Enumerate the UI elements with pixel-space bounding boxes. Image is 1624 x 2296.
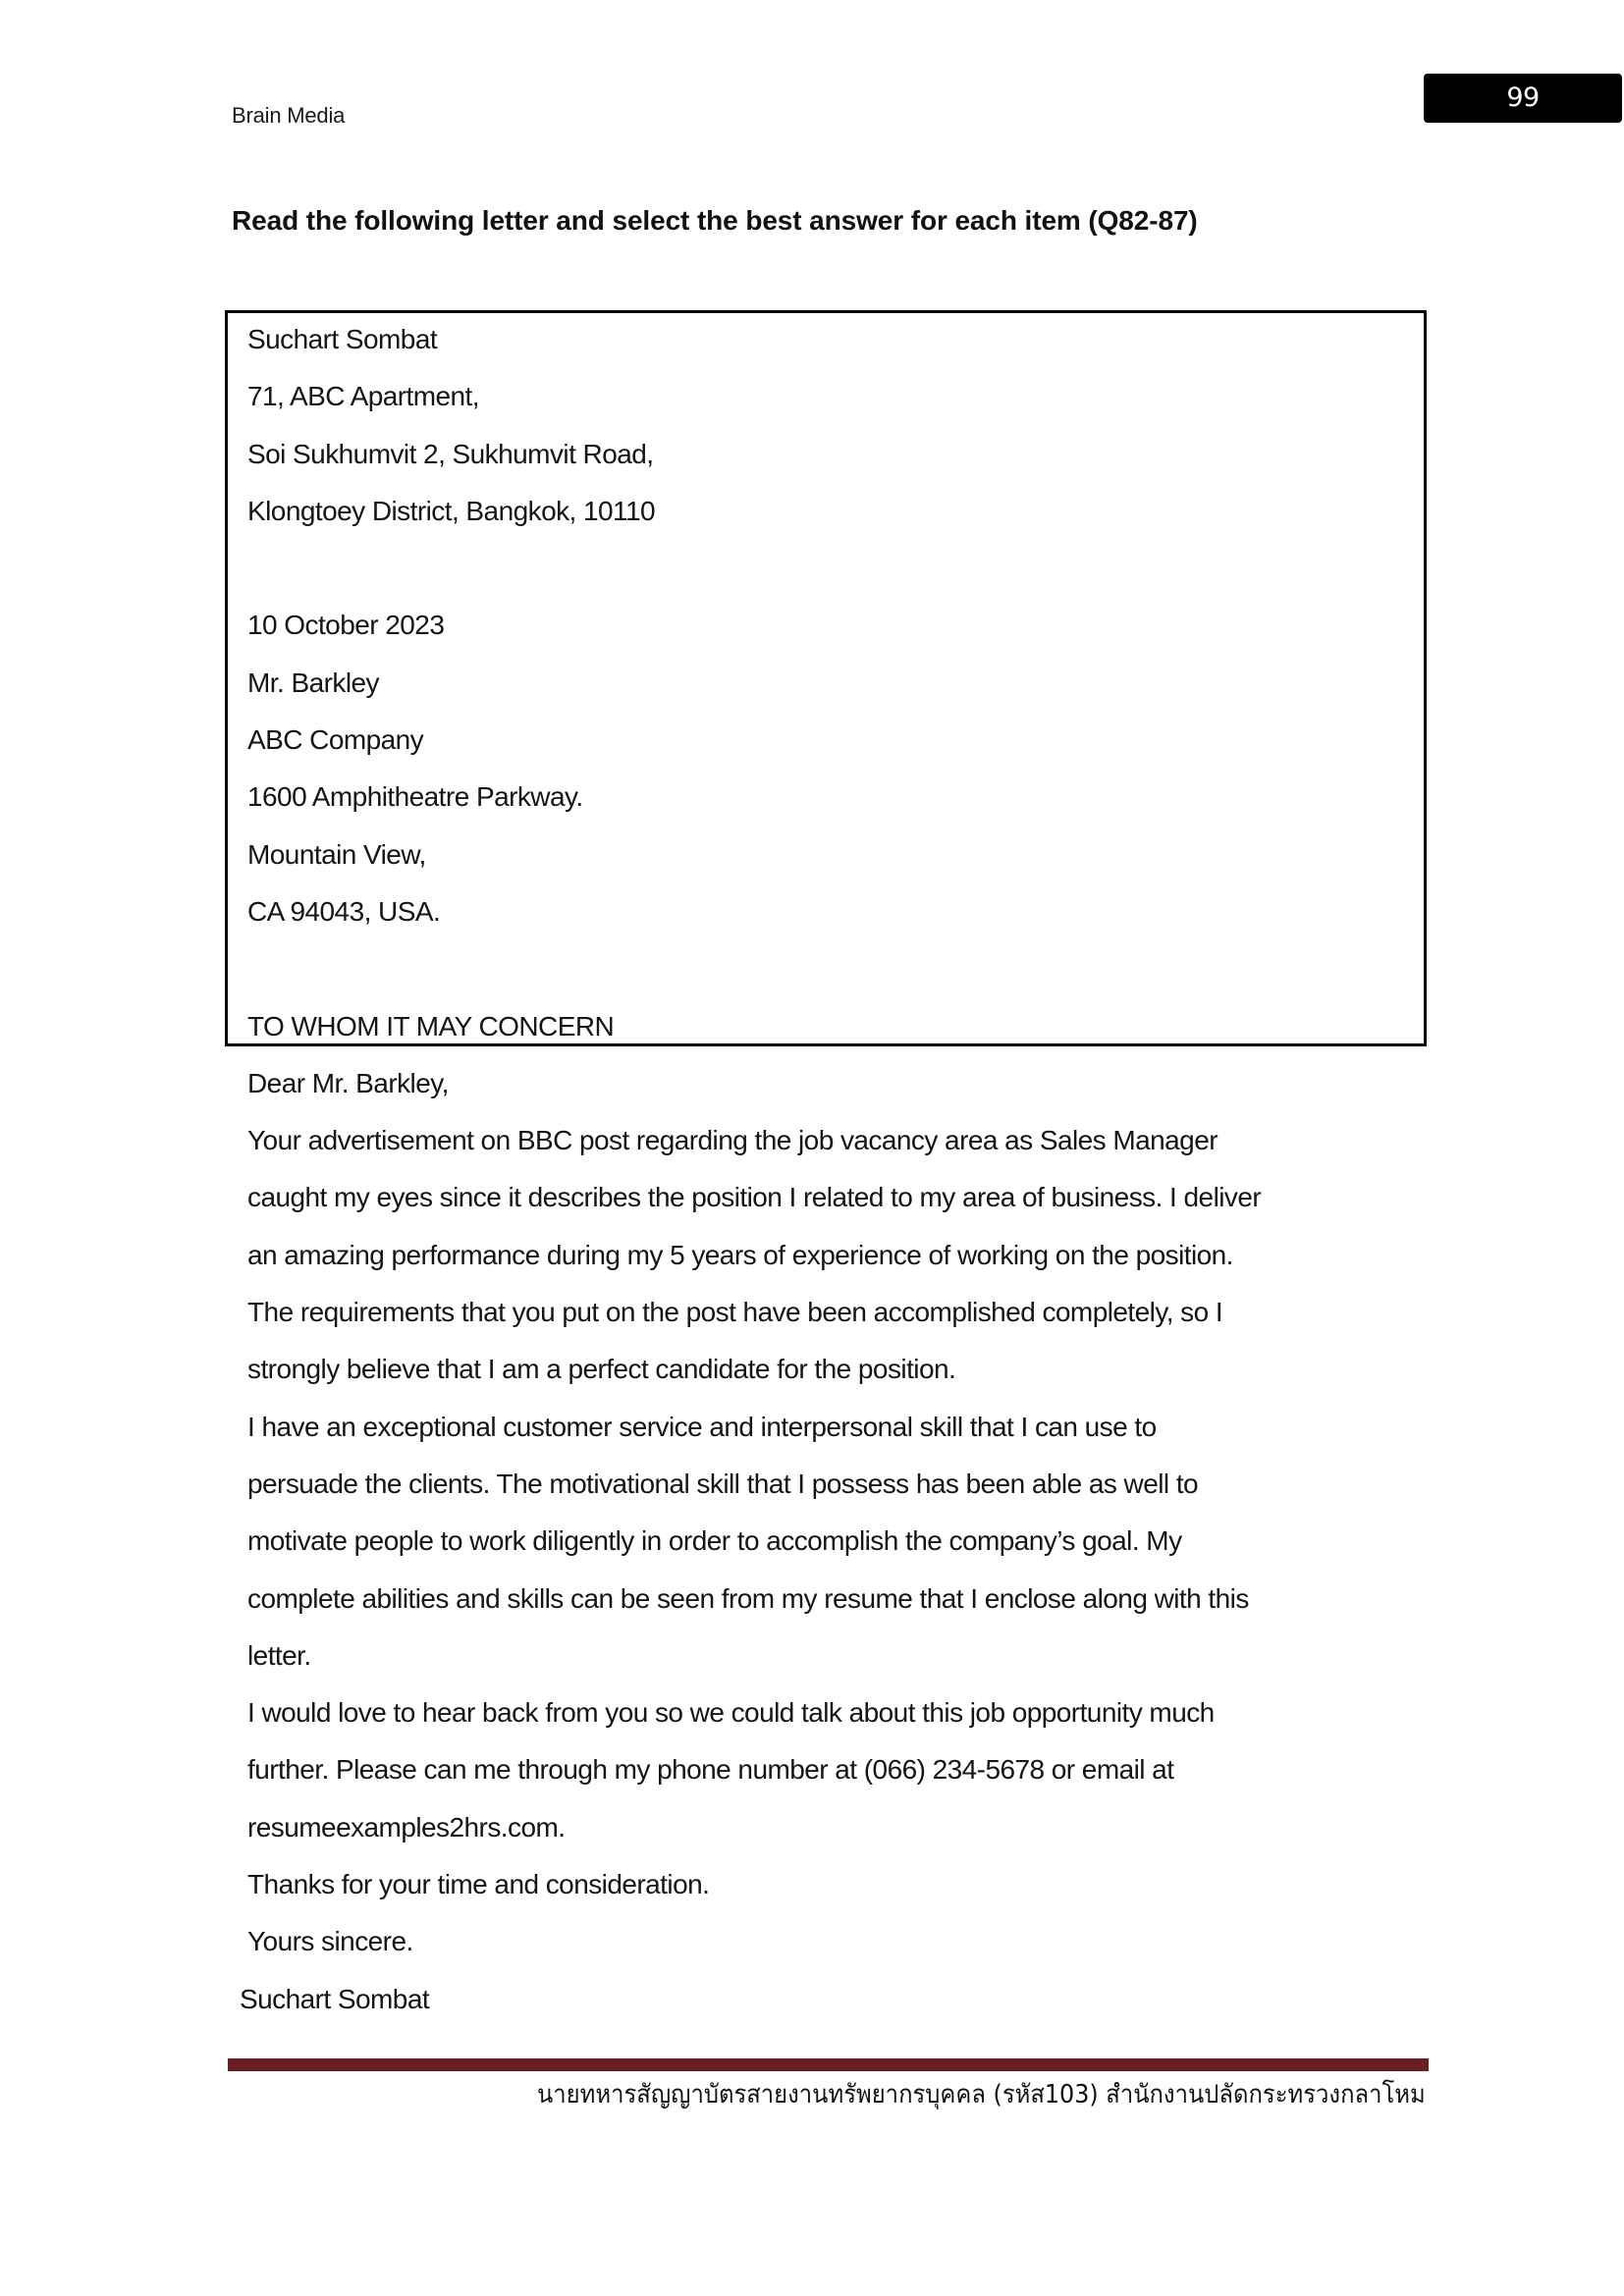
recipient-address-line: CA 94043, USA. (247, 895, 441, 927)
thanks-line: Thanks for your time and consideration. (247, 1869, 710, 1900)
sender-address-line: Soi Sukhumvit 2, Sukhumvit Road, (247, 438, 654, 469)
paragraph-2-line: motivate people to work diligently in order to accomplish the company’s goal. My (247, 1525, 1182, 1557)
paragraph-2-line: letter. (247, 1639, 311, 1671)
attention-line: TO WHOM IT MAY CONCERN (247, 1010, 615, 1041)
question-instructions: Read the following letter and select the best answer for each item (Q82-87) (232, 205, 1198, 236)
sender-name: Suchart Sombat (247, 324, 438, 354)
recipient-company: ABC Company (247, 724, 424, 756)
recipient-address-line: 1600 Amphitheatre Parkway. (247, 781, 583, 813)
publisher-name: Brain Media (232, 103, 346, 128)
footer-caption: นายทหารสัญญาบัตรสายงานทรัพยากรบุคคล (รหัส103) สำนักงานปลัดกระทรวงกลาโหม (537, 2080, 1426, 2109)
sender-address-line: Klongtoey District, Bangkok, 10110 (247, 495, 656, 526)
paragraph-2-line: complete abilities and skills can be seen from my resume that I enclose along with this (247, 1582, 1249, 1614)
paragraph-2-line: I have an exceptional customer service and interpersonal skill that I can use to (247, 1411, 1157, 1442)
paragraph-1-line: The requirements that you put on the post have been accomplished completely, so I (247, 1297, 1223, 1328)
closing-line: Yours sincere. (247, 1926, 413, 1957)
sender-address-line: 71, ABC Apartment, (247, 381, 480, 412)
salutation: Dear Mr. Barkley, (247, 1067, 449, 1098)
footer-divider (228, 2058, 1429, 2071)
paragraph-1-line: an amazing performance during my 5 years of experience of working on the position. (247, 1239, 1233, 1270)
paragraph-3-line: further. Please can me through my phone number at (066) 234-5678 or email at (247, 1754, 1174, 1786)
recipient-address-line: Mountain View, (247, 838, 426, 870)
paragraph-1-line: caught my eyes since it describes the position I related to my area of business. I deliver (247, 1182, 1262, 1213)
paragraph-1-line: Your advertisement on BBC post regarding the job vacancy area as Sales Manager (247, 1125, 1218, 1156)
signature-name: Suchart Sombat (240, 1983, 430, 2014)
blank-line (247, 940, 1416, 997)
page-number: 99 (1506, 82, 1540, 113)
paragraph-3-line: I would love to hear back from you so we could talk about this job opportunity much (247, 1697, 1215, 1729)
letter-body (240, 311, 1416, 2028)
page-number-badge (1424, 74, 1622, 123)
paragraph-2-line: persuade the clients. The motivational skill that I possess has been able as well to (247, 1468, 1199, 1499)
recipient-name: Mr. Barkley (247, 667, 379, 698)
paragraph-3-line: resumeexamples2hrs.com. (247, 1811, 566, 1842)
letter-date: 10 October 2023 (247, 610, 445, 641)
blank-line (247, 540, 1416, 597)
paragraph-1-line: strongly believe that I am a perfect candidate for the position. (247, 1354, 956, 1385)
